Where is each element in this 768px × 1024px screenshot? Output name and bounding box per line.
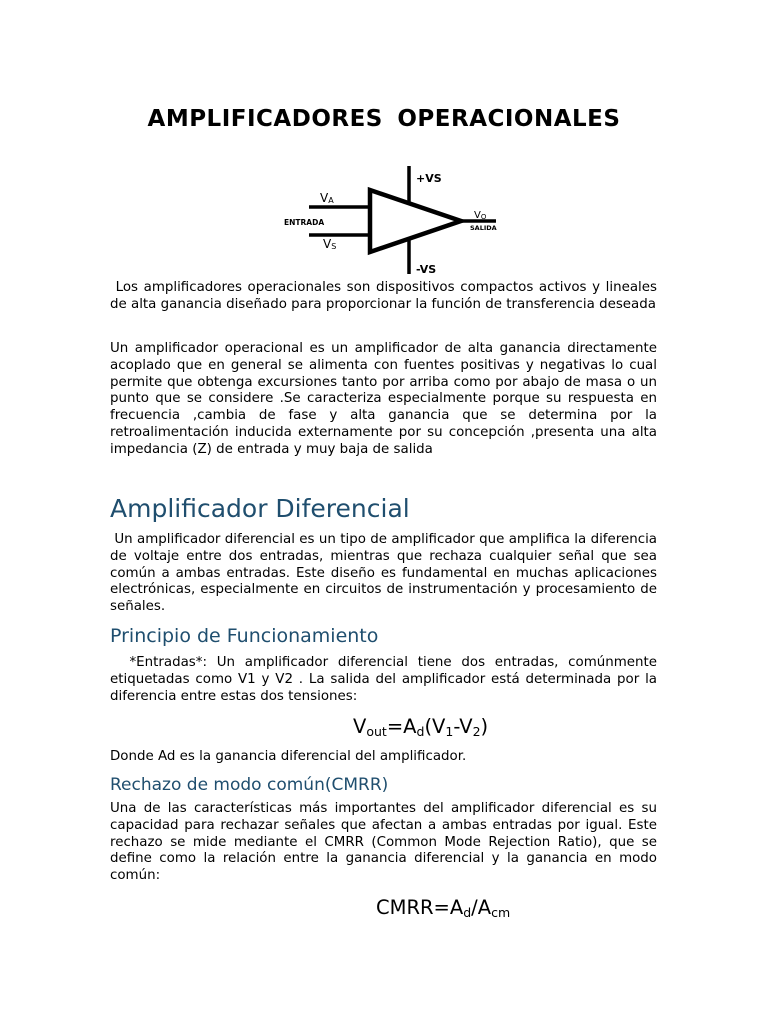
- cmrr-formula: $CMRR=A_d/A_{cm}$: [376, 896, 511, 920]
- output-caption: SALIDA: [470, 224, 497, 232]
- positive-supply-label: +VS: [416, 172, 442, 185]
- section-heading-cmrr: Rechazo de modo común(CMRR): [110, 775, 389, 795]
- description-paragraph: Un amplificador operacional es un amplificador de alta ganancia directamente acoplado que en general se alimenta con fuentes positivas y negativas lo cual permite que obtenga excursiones tanto por arriba como por abajo de masa o un punto que se considere .Se caracteriza especialmente porque su respuesta en frecuencia ,cambia de fase y alta ganancia que se determina por la retroalimentación inducida externamente por su concepción ,presenta una alta impedancia (Z) de entrada y muy baja de salida: [110, 341, 662, 457]
- op-amp-diagram: [280, 160, 510, 280]
- negative-supply-label: -VS: [416, 263, 437, 276]
- cmrr-paragraph: Una de las características más importantes del amplificador diferencial es su capacidad para rechazar señales que afectan a ambas entradas por igual. Este rechazo se mide mediante el CMRR (Common Mode Rejection Ratio), que se define como la relación entre la ganancia diferencial y la ganancia en modo común:: [110, 801, 662, 884]
- input-a-label: VA: [320, 191, 334, 205]
- output-voltage-formula: $V_{out}=A_d(V_1-V_2)$: [353, 715, 489, 739]
- section-heading-diferencial: Amplificador Diferencial: [110, 494, 410, 523]
- output-label: VO: [474, 210, 487, 221]
- document-title: AMPLIFICADORES OPERACIONALES: [147, 106, 621, 132]
- op-amp-triangle: [370, 190, 461, 252]
- diferencial-paragraph: Un amplificador diferencial es un tipo de amplificador que amplifica la diferencia de voltaje entre dos entradas, mientras que rechaza cualquier señal que sea común a ambas entradas. Este diseño es fundamental en muchas aplicaciones electrónicas, especialmente en circuitos de instrumentación y procesamiento de señales.: [110, 532, 662, 615]
- input-caption: ENTRADA: [284, 218, 325, 227]
- intro-paragraph: Los amplificadores operacionales son dispositivos compactos activos y lineales de alta ganancia diseñado para proporcionar la función de transferencia deseada: [110, 280, 662, 312]
- section-heading-principio: Principio de Funcionamiento: [110, 625, 379, 647]
- gain-note: Donde Ad es la ganancia diferencial del amplificador.: [110, 749, 467, 764]
- input-s-label: VS: [323, 237, 337, 251]
- principio-paragraph: *Entradas*: Un amplificador diferencial tiene dos entradas, comúnmente etiquetadas como V1 y V2 . La salida del amplificador está determinada por la diferencia entre estas dos tensiones:: [110, 655, 662, 704]
